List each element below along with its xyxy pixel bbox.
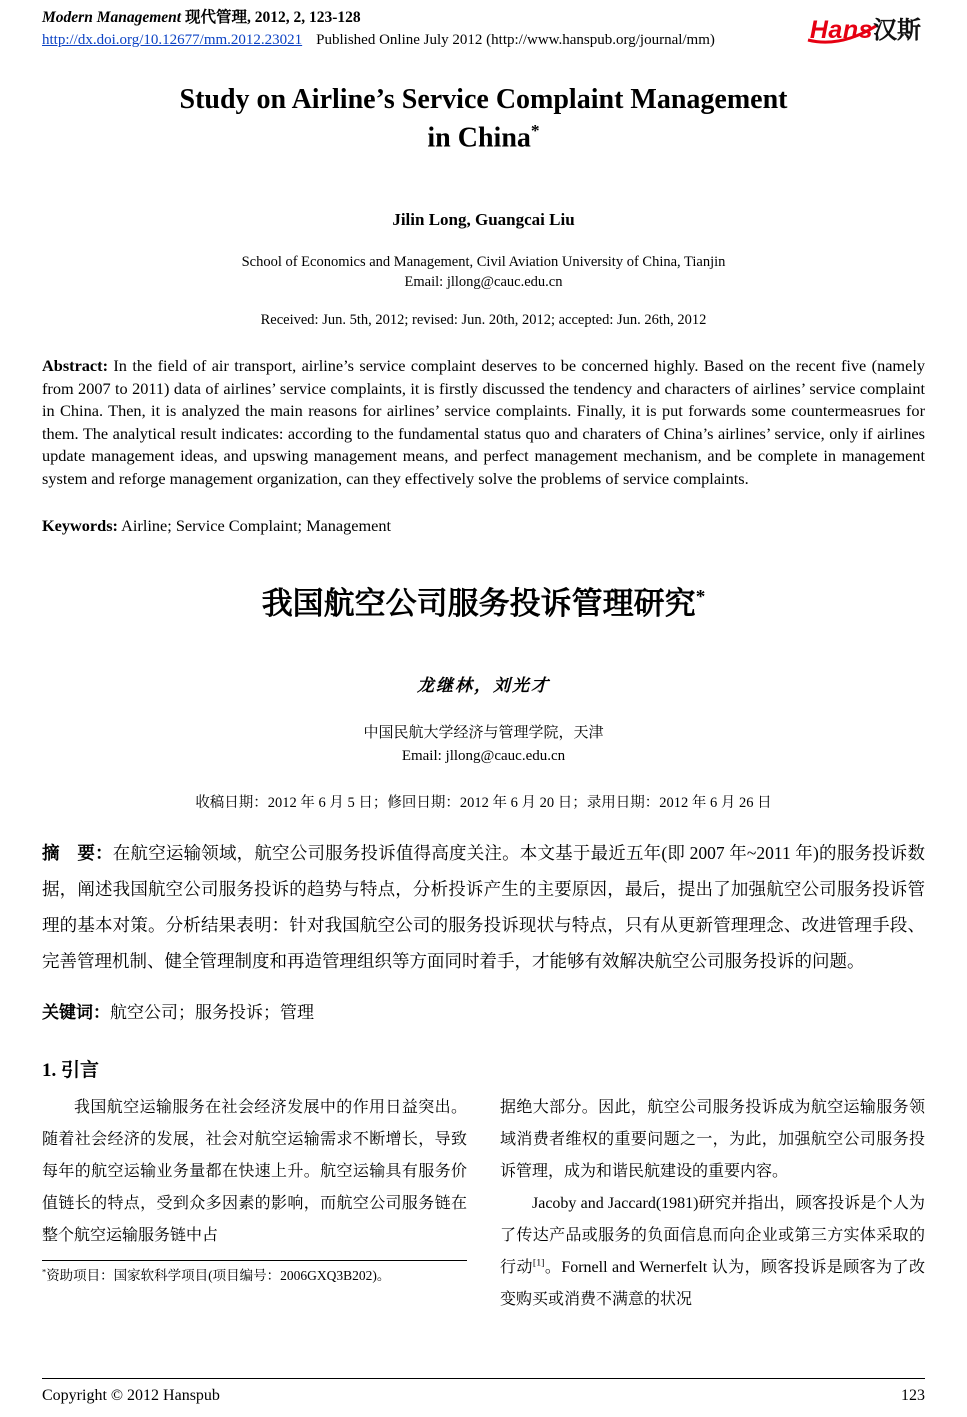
footnote-marker: * [42, 1267, 47, 1277]
keywords-text: Airline; Service Complaint; Management [117, 516, 392, 536]
english-keywords [42, 516, 925, 536]
logo-text-hans: Hans [809, 16, 873, 44]
body-paragraph [500, 1188, 925, 1316]
english-authors: Jilin Long, Guangcai Liu [392, 209, 575, 229]
chinese-keywords [42, 998, 925, 1023]
page-footer [42, 1378, 925, 1409]
english-email: Email: jllong@cauc.edu.cn [404, 273, 563, 290]
footnote-text: 资助项目：国家软科学项目(项目编号：2006GXQ3B202)。 [46, 1267, 391, 1283]
body-paragraph-text: Jacoby and Jaccard(1981)研究并指出，顾客投诉是个人为了传达产品或服务的负面信息而向企业或第三方实体采取的行动 [500, 1194, 925, 1276]
journal-info [42, 8, 715, 49]
journal-issue-info: 现代管理, 2012, 2, 123-128 [181, 9, 361, 26]
footer-row [42, 1379, 925, 1409]
english-paper-title [42, 81, 925, 157]
page-header [42, 8, 925, 49]
right-column [500, 1092, 925, 1316]
chinese-title-text: 我国航空公司服务投诉管理研究 [261, 586, 696, 622]
title-footnote-marker: * [530, 121, 540, 141]
english-dates: Received: Jun. 5th, 2012; revised: Jun. 20th, 2012; accepted: Jun. 26th, 2012 [260, 312, 707, 329]
logo-text-hansi: 汉斯 [873, 17, 921, 44]
chinese-keywords-label: 关键词： [42, 1002, 110, 1022]
chinese-keywords-text: 航空公司；服务投诉；管理 [110, 1002, 314, 1022]
english-abstract [42, 355, 925, 490]
keywords-label: Keywords: [42, 516, 118, 536]
citation-ref-1: [1] [532, 1257, 545, 1269]
copyright-text: Copyright © 2012 Hanspub [42, 1387, 220, 1404]
english-affiliation: School of Economics and Management, Civil Aviation University of China, Tianjin [241, 253, 726, 270]
hans-publisher-logo [810, 8, 925, 45]
english-title-line1: Study on Airline’s Service Complaint Management [179, 84, 788, 116]
body-paragraph: 我国航空运输服务在社会经济发展中的作用日益突出。随着社会经济的发展，社会对航空运输需求不断增长，导致每年的航空运输业务量都在快速上升。航空运输具有服务价值链长的特点，受到众多因素的影响，而航空公司服务链在整个航空运输服务链中占 [42, 1098, 467, 1244]
chinese-title-footnote-marker: * [695, 586, 706, 608]
english-title-line2: in China [427, 122, 531, 154]
chinese-authors: 龙继林，刘光才 [417, 676, 550, 696]
doi-link[interactable]: http://dx.doi.org/10.12677/mm.2012.23021 [42, 32, 303, 49]
doi-line [42, 32, 715, 49]
section-1-heading: 1. 引言 [42, 1059, 100, 1081]
english-affiliation-block [42, 252, 925, 293]
two-column-body [42, 1092, 925, 1316]
chinese-affiliation: 中国民航大学经济与管理学院，天津 [363, 725, 604, 742]
abstract-label: Abstract: [42, 356, 109, 376]
page-number: 123 [901, 1387, 925, 1404]
chinese-affiliation-block [42, 722, 925, 767]
chinese-abstract [42, 836, 925, 980]
published-online-text: Published Online July 2012 (http://www.hanspub.org/journal/mm) [316, 32, 715, 49]
left-column [42, 1092, 467, 1316]
chinese-dates: 收稿日期：2012 年 6 月 5 日；修回日期：2012 年 6 月 20 日；录用日期：2012 年 6 月 26 日 [195, 795, 772, 812]
chinese-abstract-label: 摘 要： [42, 843, 113, 864]
body-paragraph: 据绝大部分。因此，航空公司服务投诉成为航空运输服务领域消费者维权的重要问题之一，为此，加强航空公司服务投诉管理，成为和谐民航建设的重要内容。 [500, 1098, 925, 1180]
abstract-text: In the field of air transport, airline’s service complaint deserves to be concerned highly. Based on the recent five (namely from 2007 to 2011) data of airlines’ service complaints, it is firstly discussed the tendency and characters of airlines’ service complaint in China. Then, it is analyzed the main reasons for airlines’ service complaints. Finally, it is put forwards some countermeasrues for them. The analytical result indicates: according to the fundamental status quo and charaters of China’s airlines’ service, only if airlines update management ideas, and upswing management means, and perfect management mechanism, and be complete in management system and reforge management organization, can they effectively solve the problems of service complaints. [42, 356, 925, 488]
body-paragraph-text: 。Fornell and Wernerfelt 认为，顾客投诉是顾客为了改变购买或消费不满意的状况 [500, 1258, 925, 1308]
chinese-paper-title [42, 578, 925, 623]
chinese-abstract-text: 在航空运输领域，航空公司服务投诉值得高度关注。本文基于最近五年(即 2007 年~2011 年)的服务投诉数据，阐述我国航空公司服务投诉的趋势与特点，分析投诉产生的主要原因，最后，提出了加强航空公司服务投诉管理的基本对策。分析结果表明：针对我国航空公司的服务投诉现状与特点，只有从更新管理理念、改进管理手段、完善管理机制、健全管理制度和再造管理组织等方面同时着手，才能够有效解决航空公司服务投诉的问题。 [42, 843, 926, 971]
journal-title-line [42, 8, 715, 28]
chinese-email: Email: jllong@cauc.edu.cn [401, 747, 566, 764]
funding-footnote [42, 1260, 467, 1286]
journal-name-english: Modern Management [42, 9, 182, 26]
